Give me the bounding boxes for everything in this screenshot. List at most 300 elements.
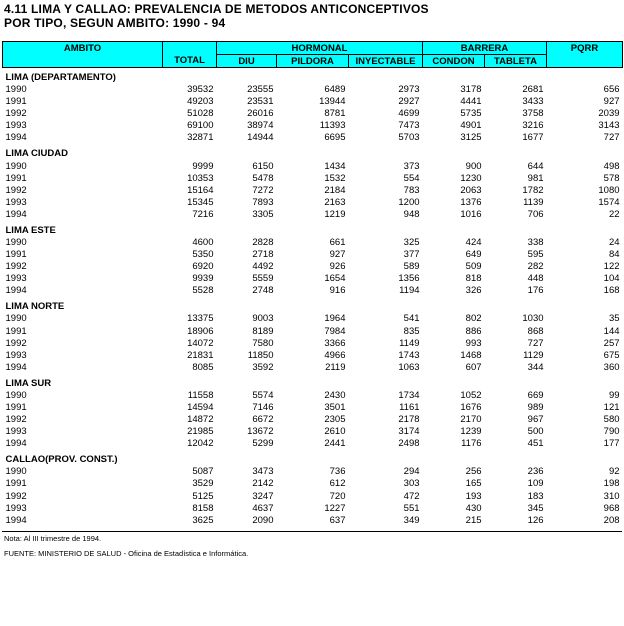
value-cell: 1468	[460, 349, 482, 361]
value-cell: 8158	[192, 502, 214, 514]
value-cell: 3247	[252, 490, 274, 502]
section-name: LIMA CIUDAD	[5, 148, 68, 160]
value-cell: 9939	[192, 273, 214, 285]
value-cell: 344	[527, 361, 544, 373]
year-cell: 1994	[5, 361, 27, 373]
value-cell: 3758	[522, 108, 544, 120]
year-cell: 1994	[5, 132, 27, 144]
table-row	[3, 414, 623, 426]
table-body	[3, 68, 623, 527]
header-total: TOTAL	[163, 55, 217, 68]
year-cell: 1993	[5, 426, 27, 438]
section-name: LIMA NORTE	[5, 301, 65, 313]
value-cell: 2441	[324, 438, 346, 450]
value-cell: 198	[603, 478, 620, 490]
value-cell: 14594	[187, 402, 214, 414]
value-cell: 2090	[252, 514, 274, 526]
year-cell: 1992	[5, 108, 27, 120]
table-row	[3, 84, 623, 96]
value-cell: 509	[465, 261, 482, 273]
value-cell: 644	[527, 160, 544, 172]
value-cell: 92	[608, 466, 620, 478]
value-cell: 23531	[247, 96, 274, 108]
value-cell: 1194	[399, 285, 420, 297]
value-cell: 7146	[252, 402, 274, 414]
value-cell: 14944	[247, 132, 274, 144]
year-cell: 1992	[5, 261, 27, 273]
table-row	[3, 273, 623, 285]
value-cell: 926	[329, 261, 346, 273]
table-row	[3, 338, 623, 350]
value-cell: 215	[465, 514, 482, 526]
value-cell: 9003	[252, 313, 274, 325]
value-cell: 835	[403, 325, 420, 337]
value-cell: 3592	[252, 361, 274, 373]
value-cell: 121	[603, 402, 620, 414]
value-cell: 607	[465, 361, 482, 373]
value-cell: 310	[603, 490, 620, 502]
value-cell: 373	[403, 160, 420, 172]
value-cell: 498	[603, 160, 620, 172]
value-cell: 6695	[324, 132, 346, 144]
value-cell: 21831	[187, 349, 214, 361]
value-cell: 18906	[187, 325, 214, 337]
value-cell: 3178	[460, 84, 482, 96]
header-tableta: TABLETA	[485, 55, 547, 68]
table-row	[3, 426, 623, 438]
value-cell: 927	[603, 96, 620, 108]
value-cell: 916	[329, 285, 346, 297]
table-row	[3, 491, 623, 503]
table-row	[3, 249, 623, 261]
value-cell: 1227	[324, 502, 346, 514]
value-cell: 2119	[325, 361, 346, 373]
note-text: Nota: Al III trimestre de 1994.	[4, 534, 102, 543]
value-cell: 7473	[398, 120, 420, 132]
year-cell: 1990	[5, 389, 27, 401]
value-cell: 338	[527, 236, 544, 248]
value-cell: 3501	[324, 402, 346, 414]
table-row	[3, 96, 623, 108]
value-cell: 69100	[187, 120, 214, 132]
value-cell: 1200	[398, 196, 420, 208]
table-row	[3, 313, 623, 325]
value-cell: 4637	[252, 502, 274, 514]
value-cell: 1743	[398, 349, 420, 361]
value-cell: 727	[603, 132, 620, 144]
value-cell: 2973	[398, 84, 420, 96]
value-cell: 424	[465, 236, 482, 248]
value-cell: 2498	[398, 438, 420, 450]
value-cell: 7216	[192, 208, 214, 220]
value-cell: 3174	[398, 426, 420, 438]
value-cell: 669	[527, 389, 544, 401]
value-cell: 2178	[398, 414, 420, 426]
value-cell: 2828	[252, 236, 274, 248]
section-header-row	[3, 374, 623, 390]
section-header-row	[3, 68, 623, 85]
year-cell: 1992	[5, 184, 27, 196]
value-cell: 967	[527, 414, 544, 426]
value-cell: 2430	[324, 389, 346, 401]
value-cell: 6920	[192, 261, 214, 273]
table-row	[3, 132, 623, 144]
header-condon: CONDON	[423, 55, 485, 68]
value-cell: 818	[465, 273, 482, 285]
table-row	[3, 402, 623, 414]
value-cell: 637	[329, 514, 346, 526]
value-cell: 4492	[252, 261, 274, 273]
value-cell: 1016	[460, 208, 482, 220]
value-cell: 1129	[523, 349, 544, 361]
value-cell: 2184	[324, 184, 346, 196]
value-cell: 3625	[192, 514, 214, 526]
value-cell: 5735	[460, 108, 482, 120]
table-row	[3, 209, 623, 221]
section-header-row	[3, 297, 623, 313]
value-cell: 1677	[522, 132, 544, 144]
table-row	[3, 237, 623, 249]
value-cell: 1356	[398, 273, 420, 285]
value-cell: 208	[603, 514, 620, 526]
value-cell: 580	[603, 414, 620, 426]
header-ambito: AMBITO	[3, 42, 163, 55]
value-cell: 868	[527, 325, 544, 337]
value-cell: 5299	[252, 438, 274, 450]
value-cell: 968	[603, 502, 620, 514]
value-cell: 2610	[324, 426, 346, 438]
value-cell: 1574	[598, 196, 620, 208]
value-cell: 2063	[460, 184, 482, 196]
value-cell: 14072	[187, 337, 214, 349]
value-cell: 49203	[187, 96, 214, 108]
value-cell: 360	[603, 361, 620, 373]
value-cell: 4966	[324, 349, 346, 361]
section-name: CALLAO(PROV. CONST.)	[5, 454, 118, 466]
value-cell: 1782	[522, 184, 544, 196]
year-cell: 1992	[5, 337, 27, 349]
value-cell: 5350	[192, 249, 214, 261]
value-cell: 1080	[598, 184, 620, 196]
value-cell: 500	[527, 426, 544, 438]
value-cell: 5574	[252, 389, 274, 401]
header-barrera: BARRERA	[423, 42, 547, 55]
year-cell: 1990	[5, 236, 27, 248]
year-cell: 1993	[5, 196, 27, 208]
value-cell: 2170	[460, 414, 482, 426]
prevalence-table	[2, 41, 623, 527]
value-cell: 15164	[187, 184, 214, 196]
value-cell: 4901	[460, 120, 482, 132]
table-row	[3, 120, 623, 132]
table-row	[3, 466, 623, 478]
value-cell: 22	[608, 208, 620, 220]
table-row	[3, 285, 623, 297]
value-cell: 176	[527, 285, 544, 297]
value-cell: 1176	[461, 438, 482, 450]
value-cell: 7893	[252, 196, 274, 208]
value-cell: 1676	[460, 402, 482, 414]
value-cell: 51028	[187, 108, 214, 120]
value-cell: 11393	[319, 120, 346, 132]
value-cell: 236	[527, 466, 544, 478]
value-cell: 1063	[398, 361, 420, 373]
value-cell: 8085	[192, 361, 214, 373]
value-cell: 13944	[319, 96, 346, 108]
value-cell: 948	[403, 208, 420, 220]
page-subtitle: POR TIPO, SEGUN AMBITO: 1990 - 94	[4, 16, 226, 30]
value-cell: 109	[527, 478, 544, 490]
value-cell: 448	[527, 273, 544, 285]
table-row	[3, 108, 623, 120]
table-row	[3, 326, 623, 338]
value-cell: 5125	[192, 490, 214, 502]
table-header	[3, 42, 623, 68]
header-pqrr: PQRR	[547, 42, 623, 55]
year-cell: 1994	[5, 438, 27, 450]
value-cell: 1139	[523, 196, 544, 208]
value-cell: 144	[603, 325, 620, 337]
value-cell: 6150	[252, 160, 274, 172]
value-cell: 2718	[252, 249, 274, 261]
value-cell: 1149	[399, 337, 420, 349]
table-row	[3, 515, 623, 527]
value-cell: 1434	[324, 160, 346, 172]
value-cell: 7580	[252, 337, 274, 349]
value-cell: 656	[603, 84, 620, 96]
value-cell: 257	[603, 337, 620, 349]
value-cell: 3473	[252, 466, 274, 478]
value-cell: 165	[465, 478, 482, 490]
value-cell: 10353	[187, 172, 214, 184]
value-cell: 1532	[324, 172, 346, 184]
value-cell: 32871	[187, 132, 214, 144]
value-cell: 4441	[460, 96, 482, 108]
value-cell: 26016	[247, 108, 274, 120]
value-cell: 595	[527, 249, 544, 261]
value-cell: 99	[608, 389, 620, 401]
year-cell: 1992	[5, 490, 27, 502]
section-name: LIMA ESTE	[5, 224, 56, 236]
value-cell: 3366	[324, 337, 346, 349]
value-cell: 927	[329, 249, 346, 261]
year-cell: 1994	[5, 514, 27, 526]
table-row	[3, 503, 623, 515]
value-cell: 35	[608, 313, 620, 325]
section-name: LIMA (DEPARTAMENTO)	[5, 72, 116, 83]
value-cell: 303	[403, 478, 420, 490]
value-cell: 2163	[324, 196, 346, 208]
year-cell: 1990	[5, 84, 27, 96]
table-row	[3, 173, 623, 185]
value-cell: 5559	[252, 273, 274, 285]
value-cell: 13375	[187, 313, 214, 325]
value-cell: 886	[465, 325, 482, 337]
value-cell: 2681	[522, 84, 544, 96]
header-inyectable: INYECTABLE	[349, 55, 423, 68]
table-row	[3, 185, 623, 197]
table-row	[3, 362, 623, 374]
value-cell: 11558	[187, 389, 214, 401]
value-cell: 472	[403, 490, 420, 502]
year-cell: 1990	[5, 160, 27, 172]
year-cell: 1991	[5, 478, 27, 490]
value-cell: 4699	[398, 108, 420, 120]
value-cell: 3305	[252, 208, 274, 220]
value-cell: 2305	[324, 414, 346, 426]
table-row	[3, 438, 623, 450]
header-pqrr-bottom	[547, 55, 623, 68]
value-cell: 706	[527, 208, 544, 220]
value-cell: 14872	[187, 414, 214, 426]
value-cell: 3216	[522, 120, 544, 132]
value-cell: 1964	[324, 313, 346, 325]
value-cell: 3433	[522, 96, 544, 108]
value-cell: 541	[403, 313, 420, 325]
value-cell: 3529	[192, 478, 214, 490]
value-cell: 2039	[598, 108, 620, 120]
value-cell: 589	[403, 261, 420, 273]
source-text: FUENTE: MINISTERIO DE SALUD - Oficina de Estadística e Informática.	[4, 549, 249, 558]
value-cell: 790	[603, 426, 620, 438]
value-cell: 981	[527, 172, 544, 184]
section-header-row	[3, 221, 623, 237]
year-cell: 1994	[5, 208, 27, 220]
value-cell: 183	[527, 490, 544, 502]
value-cell: 5087	[192, 466, 214, 478]
value-cell: 1161	[399, 402, 420, 414]
value-cell: 282	[527, 261, 544, 273]
page-title: 4.11 LIMA Y CALLAO: PREVALENCIA DE METODOS ANTICONCEPTIVOS	[4, 2, 429, 16]
value-cell: 1230	[460, 172, 482, 184]
value-cell: 12042	[187, 438, 214, 450]
value-cell: 177	[603, 438, 620, 450]
table-row	[3, 261, 623, 273]
value-cell: 325	[403, 236, 420, 248]
value-cell: 989	[527, 402, 544, 414]
year-cell: 1993	[5, 349, 27, 361]
value-cell: 2748	[252, 285, 274, 297]
value-cell: 15345	[187, 196, 214, 208]
year-cell: 1991	[5, 249, 27, 261]
value-cell: 2927	[398, 96, 420, 108]
value-cell: 451	[527, 438, 544, 450]
value-cell: 3125	[460, 132, 482, 144]
year-cell: 1991	[5, 172, 27, 184]
value-cell: 675	[603, 349, 620, 361]
value-cell: 900	[465, 160, 482, 172]
value-cell: 720	[329, 490, 346, 502]
value-cell: 649	[465, 249, 482, 261]
value-cell: 345	[527, 502, 544, 514]
value-cell: 1734	[398, 389, 420, 401]
value-cell: 5478	[252, 172, 274, 184]
value-cell: 13672	[247, 426, 274, 438]
value-cell: 377	[403, 249, 420, 261]
section-header-row	[3, 450, 623, 466]
value-cell: 21985	[187, 426, 214, 438]
value-cell: 9999	[192, 160, 214, 172]
value-cell: 7272	[252, 184, 274, 196]
value-cell: 6489	[324, 84, 346, 96]
value-cell: 612	[329, 478, 346, 490]
value-cell: 256	[465, 466, 482, 478]
value-cell: 554	[403, 172, 420, 184]
value-cell: 11850	[247, 349, 274, 361]
value-cell: 23555	[247, 84, 274, 96]
header-diu: DIU	[217, 55, 277, 68]
value-cell: 1219	[324, 208, 346, 220]
header-pildora: PILDORA	[277, 55, 349, 68]
year-cell: 1994	[5, 285, 27, 297]
value-cell: 727	[527, 337, 544, 349]
value-cell: 7984	[324, 325, 346, 337]
value-cell: 349	[403, 514, 420, 526]
value-cell: 551	[403, 502, 420, 514]
value-cell: 578	[603, 172, 620, 184]
value-cell: 661	[329, 236, 346, 248]
value-cell: 104	[603, 273, 620, 285]
value-cell: 126	[527, 514, 544, 526]
bottom-rule	[2, 531, 622, 532]
year-cell: 1992	[5, 414, 27, 426]
value-cell: 802	[465, 313, 482, 325]
year-cell: 1990	[5, 313, 27, 325]
value-cell: 6672	[252, 414, 274, 426]
year-cell: 1990	[5, 466, 27, 478]
value-cell: 5528	[192, 285, 214, 297]
value-cell: 8189	[252, 325, 274, 337]
value-cell: 783	[403, 184, 420, 196]
value-cell: 2142	[252, 478, 274, 490]
value-cell: 84	[608, 249, 620, 261]
year-cell: 1993	[5, 502, 27, 514]
value-cell: 3143	[598, 120, 620, 132]
value-cell: 193	[465, 490, 482, 502]
value-cell: 8781	[324, 108, 346, 120]
year-cell: 1993	[5, 120, 27, 132]
value-cell: 24	[608, 236, 620, 248]
value-cell: 168	[603, 285, 620, 297]
header-total-top	[163, 42, 217, 55]
table-row	[3, 197, 623, 209]
table-row	[3, 350, 623, 362]
value-cell: 5703	[398, 132, 420, 144]
value-cell: 430	[465, 502, 482, 514]
value-cell: 39532	[187, 84, 214, 96]
section-header-row	[3, 144, 623, 160]
value-cell: 326	[465, 285, 482, 297]
value-cell: 736	[329, 466, 346, 478]
section-name: LIMA SUR	[5, 377, 52, 389]
value-cell: 4600	[192, 236, 214, 248]
year-cell: 1991	[5, 325, 27, 337]
value-cell: 1030	[522, 313, 544, 325]
header-hormonal: HORMONAL	[217, 42, 423, 55]
year-cell: 1991	[5, 402, 27, 414]
value-cell: 122	[603, 261, 620, 273]
table-row	[3, 478, 623, 490]
value-cell: 1239	[460, 426, 482, 438]
value-cell: 1654	[324, 273, 346, 285]
value-cell: 1052	[460, 389, 482, 401]
year-cell: 1991	[5, 96, 27, 108]
table-row	[3, 160, 623, 172]
value-cell: 993	[465, 337, 482, 349]
value-cell: 294	[403, 466, 420, 478]
value-cell: 38974	[247, 120, 274, 132]
value-cell: 1376	[460, 196, 482, 208]
